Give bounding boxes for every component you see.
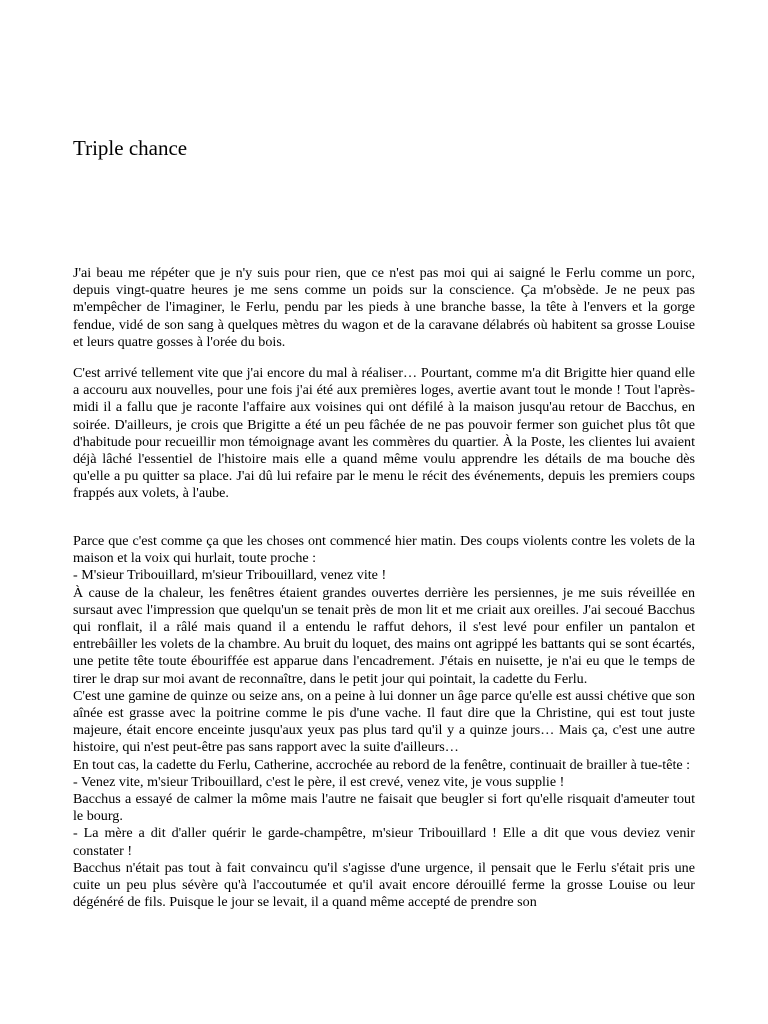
text-line: En tout cas, la cadette du Ferlu, Catherine, accrochée au rebord de la fenêtre, continuait de brailler à tue-tête : xyxy=(73,756,691,773)
paragraph-text: J'ai beau me répéter que je n'y suis pour rien, que ce n'est pas moi qui ai saigné le Ferlu comme un porc, depuis vingt-quatre heures je me sens comme un poids sur la conscience. Ça m'obsède. Je ne peux pas m'empêcher de l'imaginer, le Ferlu, pendu par les pieds à une branche basse, la tête à l'envers et la gorge fendue, vidé de son sang à quelques mètres du wagon et de la caravane délabrés où habitent sa grosse Louise et leurs quatre gosses à l'orée du bois. xyxy=(73,265,695,350)
page-title: Triple chance xyxy=(73,136,188,160)
text-line: À cause de la chaleur, les fenêtres étaient grandes ouvertes derrière les persiennes, je me suis réveillée en sursaut avec l'impression que quelqu'un se tenait près de mon lit et me criait aux oreilles. J'ai secoué Bacchus qui ronflait, il a râlé mais quand il a entendu le raffut dehors, il s'est levé pour enfiler un pantalon et entrebâiller les volets de la chambre. Au bruit du loquet, des mains ont agrippé les battants qui se sont écartés, une petite tête toute ébouriffée est apparue dans l'encadrement. J'étais en nuisette, je n'ai eu que le temps de tirer le drap sur moi avant de reconnaître, dans le petit jour qui pointait, la cadette du Ferlu. xyxy=(73,584,695,687)
text-line: Bacchus n'était pas tout à fait convaincu qu'il s'agisse d'une urgence, il pensait que le Ferlu s'était pris une cuite un peu plus sévère qu'à l'accoutumée et qu'il avait encore dérouillé ferme la grosse Louise ou leur dégénéré de fils. Puisque le jour se levait, il a quand même accepté de prendre son xyxy=(73,859,695,911)
paragraph-1 xyxy=(73,265,695,351)
dialogue-line: - Venez vite, m'sieur Tribouillard, c'est le père, il est crevé, venez vite, je vous supplie ! xyxy=(73,773,565,790)
dialogue-line: - M'sieur Tribouillard, m'sieur Tribouillard, venez vite ! xyxy=(73,567,387,584)
dialogue-line: - La mère a dit d'aller quérir le garde-champêtre, m'sieur Tribouillard ! Elle a dit que vous deviez venir constater ! xyxy=(73,825,695,859)
text-line: Bacchus a essayé de calmer la môme mais l'autre ne faisait que beugler si fort qu'elle risquait d'ameuter tout le bourg. xyxy=(73,791,695,825)
section-body xyxy=(73,533,695,911)
paragraph-2 xyxy=(73,365,695,503)
paragraph-text: C'est arrivé tellement vite que j'ai encore du mal à réaliser… Pourtant, comme m'a dit Brigitte hier quand elle a accouru aux nouvelles, pour une fois j'ai été aux premières loges, avertie avant tout le monde ! Tout l'après-midi il a fallu que je raconte l'affaire aux voisines qui ont défilé à la maison jusqu'au retour de Bacchus, en soirée. D'ailleurs, je crois que Brigitte a été un peu fâchée de ne pas pouvoir fermer son guichet plus tôt que d'habitude pour recueillir mon témoignage avant les commères du quartier. À la Poste, les clientes lui avaient déjà lâché l'essentiel de l'histoire mais elle a quand même voulu apprendre les détails de ma bouche dès qu'elle a pu quitter sa place. J'ai dû lui refaire par le menu le récit des événements, depuis les premiers coups frappés aux volets, à l'aube. xyxy=(73,365,695,502)
text-line: C'est une gamine de quinze ou seize ans, on a peine à lui donner un âge parce qu'elle est aussi chétive que son aînée est grasse avec la poitrine comme le pis d'une vache. Il faut dire que la Christine, qui est tout juste majeure, était encore enceinte jusqu'aux yeux pas plus tard qu'il y a quinze jours… Mais ça, c'est une autre histoire, qui n'est peut-être pas sans rapport avec la suite d'ailleurs… xyxy=(73,687,695,756)
text-line: Parce que c'est comme ça que les choses ont commencé hier matin. Des coups violents contre les volets de la maison et la voix qui hurlait, toute proche : xyxy=(73,533,695,567)
